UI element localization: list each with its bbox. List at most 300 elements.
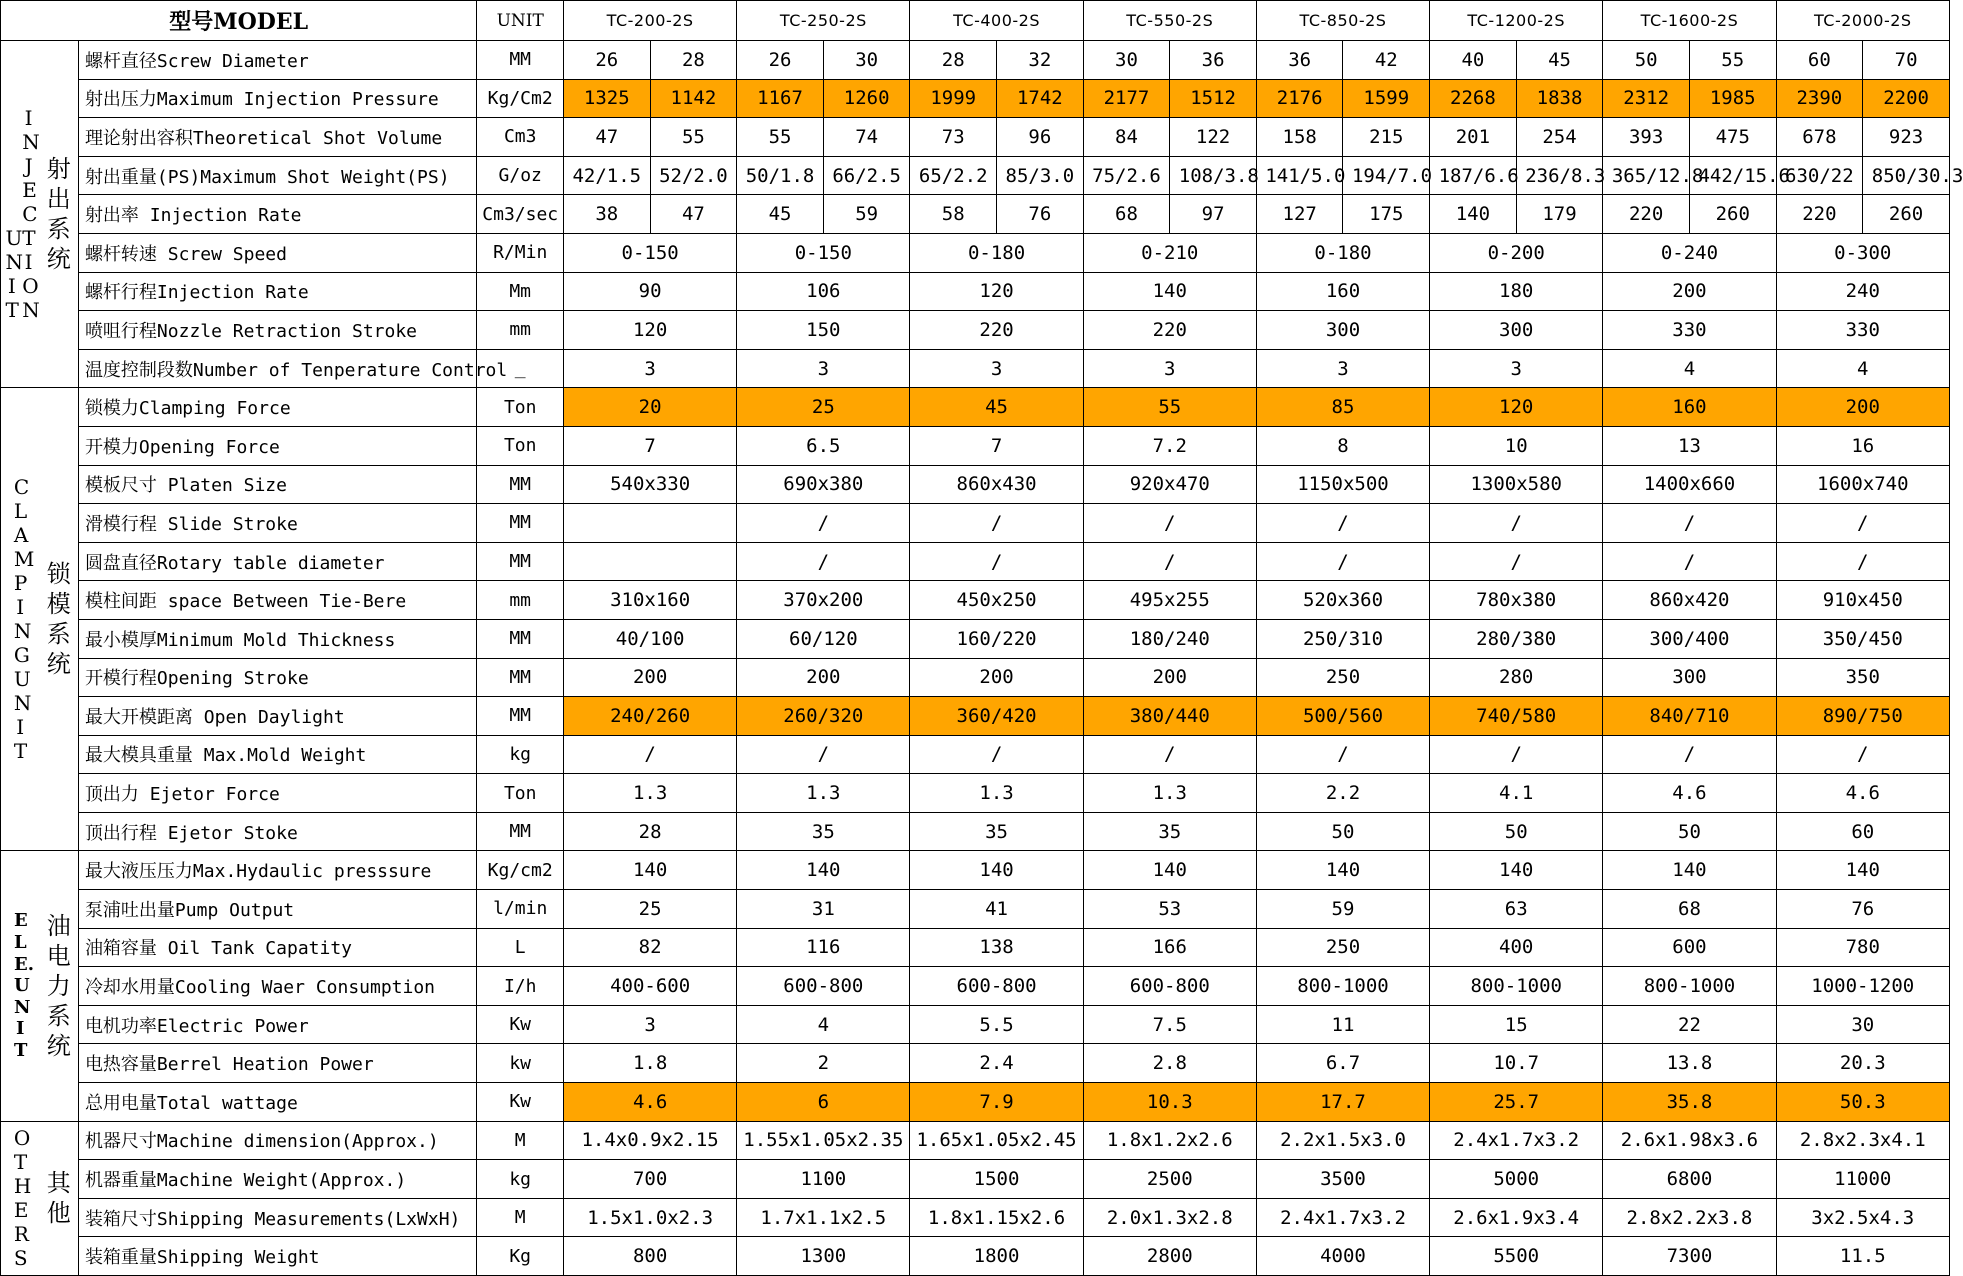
spec-row	[1, 658, 1950, 697]
value-cell: 35.8	[1603, 1083, 1776, 1122]
value-cell: 1.3	[910, 774, 1083, 813]
header-row	[1, 1, 1950, 41]
value-cell: /	[1256, 504, 1429, 543]
value-cell: 97	[1170, 195, 1257, 234]
row-label: 顶出力 Ejetor Force	[78, 774, 476, 813]
value-cell: 10	[1430, 426, 1603, 465]
value-cell: 201	[1430, 118, 1517, 157]
value-cell: 35	[737, 812, 910, 851]
value-cell: 5.5	[910, 1005, 1083, 1044]
value-cell: /	[1083, 735, 1256, 774]
value-cell: 127	[1256, 195, 1343, 234]
row-unit: Kg/cm2	[477, 851, 564, 890]
value-cell: 7.9	[910, 1083, 1083, 1122]
value-cell: 140	[1083, 272, 1256, 311]
value-cell: 175	[1343, 195, 1430, 234]
value-cell: 800-1000	[1603, 967, 1776, 1006]
value-cell: 3x2.5x4.3	[1776, 1198, 1949, 1237]
value-cell: 220	[1603, 195, 1690, 234]
row-unit: MM	[477, 465, 564, 504]
value-cell: 82	[564, 928, 737, 967]
section-en-text: OTHERS	[13, 1126, 32, 1271]
value-cell: 1.3	[1083, 774, 1256, 813]
value-cell: 3500	[1256, 1160, 1429, 1199]
value-cell	[1603, 156, 1704, 195]
value-cell: 860x430	[910, 465, 1083, 504]
value-cell: 55	[1689, 41, 1776, 80]
value-cell: 260	[1863, 195, 1950, 234]
value-cell: 200	[564, 658, 737, 697]
value-cell: 1400x660	[1603, 465, 1776, 504]
section-label-others	[1, 1121, 40, 1275]
value-cell: /	[1776, 735, 1949, 774]
section-zh-text: 射出系统	[46, 155, 71, 274]
value-cell: 350	[1776, 658, 1949, 697]
value-cell: 3	[1430, 349, 1603, 388]
value-cell: 215	[1343, 118, 1430, 157]
value-cell: 73	[910, 118, 997, 157]
row-label: 顶出行程 Ejetor Stoke	[78, 812, 476, 851]
row-unit: kg	[477, 1160, 564, 1199]
value-cell: 1.3	[737, 774, 910, 813]
value-cell: 350/450	[1776, 619, 1949, 658]
value-cell: 1.5x1.0x2.3	[564, 1198, 737, 1237]
value-cell: 106	[737, 272, 910, 311]
value-cell: 920x470	[1083, 465, 1256, 504]
value-cell: 200	[1083, 658, 1256, 697]
value-cell: 2.8x2.2x3.8	[1603, 1198, 1776, 1237]
row-unit: Kg	[477, 1237, 564, 1276]
value-cell: 36	[1256, 41, 1343, 80]
spec-row	[1, 233, 1950, 272]
value-cell: 160	[1256, 272, 1429, 311]
row-unit: R/Min	[477, 233, 564, 272]
value-cell: 370x200	[737, 581, 910, 620]
value-cell: 1599	[1343, 79, 1430, 118]
value-cell: 58	[910, 195, 997, 234]
value-cell: 1512	[1170, 79, 1257, 118]
value-cell: /	[1603, 735, 1776, 774]
value-cell: 0-300	[1776, 233, 1949, 272]
model-header: 型号MODEL	[1, 1, 477, 41]
row-label: 最小模厚Minimum Mold Thickness	[78, 619, 476, 658]
value-cell: 2800	[1083, 1237, 1256, 1276]
value-cell: 1.8	[564, 1044, 737, 1083]
row-label: 开模行程Opening Stroke	[78, 658, 476, 697]
value-cell: /	[564, 735, 737, 774]
value-cell: 1985	[1689, 79, 1776, 118]
value-cell: 1.3	[564, 774, 737, 813]
row-unit: Mm	[477, 272, 564, 311]
section-zh-text: 油电力系统	[46, 912, 71, 1061]
value-cell: 158	[1256, 118, 1343, 157]
value-cell: 6	[737, 1083, 910, 1122]
value-cell	[1343, 156, 1433, 195]
value-cell: 200	[1603, 272, 1776, 311]
value-cell: 166	[1083, 928, 1256, 967]
value-cell: 36	[1170, 41, 1257, 80]
row-unit: kg	[477, 735, 564, 774]
value-cell: 13	[1603, 426, 1776, 465]
spec-row	[1, 195, 1950, 234]
row-unit: MM	[477, 697, 564, 736]
row-unit: Kg/Cm2	[477, 79, 564, 118]
value-cell: 25	[737, 388, 910, 427]
value-cell: 800-1000	[1430, 967, 1603, 1006]
row-unit: mm	[477, 581, 564, 620]
value-cell: 4.6	[1776, 774, 1949, 813]
value-cell: 20.3	[1776, 1044, 1949, 1083]
value-cell: 47	[564, 118, 651, 157]
value-cell: 1838	[1516, 79, 1603, 118]
value-cell: 26	[737, 41, 824, 80]
row-unit: _	[477, 349, 564, 388]
value-cell: 250	[1256, 658, 1429, 697]
section-label-injection	[1, 41, 40, 388]
value-cell: 76	[997, 195, 1084, 234]
row-label: 装箱重量Shipping Weight	[78, 1237, 476, 1276]
value-cell: 1167	[737, 79, 824, 118]
value-cell: 3	[1256, 349, 1429, 388]
row-unit: G/oz	[477, 156, 564, 195]
value-cell: 4	[1776, 349, 1949, 388]
value-cell: 678	[1776, 118, 1863, 157]
row-unit: MM	[477, 619, 564, 658]
row-label: 电机功率Electric Power	[78, 1005, 476, 1044]
value-cell: 41	[910, 890, 1083, 929]
value-cell: 630/22	[1776, 156, 1863, 195]
row-label: 最大液压压力Max.Hydaulic presssure	[78, 851, 476, 890]
value-cell: 910x450	[1776, 581, 1949, 620]
value-cell: /	[1430, 542, 1603, 581]
value-cell: /	[1776, 504, 1949, 543]
value-cell: 1300	[737, 1237, 910, 1276]
value-cell: 0-180	[910, 233, 1083, 272]
value-cell: 68	[1083, 195, 1170, 234]
value-cell: 50/1.8	[737, 156, 824, 195]
value-cell: 2.6x1.98x3.6	[1603, 1121, 1776, 1160]
value-cell: 59	[823, 195, 910, 234]
value-cell: 1999	[910, 79, 997, 118]
value-cell: 700	[564, 1160, 737, 1199]
section-zh-clamping	[39, 388, 78, 851]
value-cell: 300	[1256, 311, 1429, 350]
value-cell: 1150x500	[1256, 465, 1429, 504]
value-cell	[1689, 156, 1790, 195]
spec-row	[1, 697, 1950, 736]
value-cell: 200	[737, 658, 910, 697]
value-cell: 1.55x1.05x2.35	[737, 1121, 910, 1160]
value-cell: 330	[1603, 311, 1776, 350]
spec-row	[1, 1121, 1950, 1160]
row-unit: MM	[477, 542, 564, 581]
value-cell: 0-150	[737, 233, 910, 272]
value-cell: 17.7	[1256, 1083, 1429, 1122]
value-cell: 42/1.5	[564, 156, 651, 195]
value-cell: 280	[1430, 658, 1603, 697]
value-cell: 0-180	[1256, 233, 1429, 272]
value-cell: 600-800	[1083, 967, 1256, 1006]
value-cell: 1.4x0.9x2.15	[564, 1121, 737, 1160]
value-cell: 6.7	[1256, 1044, 1429, 1083]
value-cell: 1000-1200	[1776, 967, 1949, 1006]
row-label: 理论射出容积Theoretical Shot Volume	[78, 118, 476, 157]
row-unit: Ton	[477, 388, 564, 427]
value-cell: /	[1776, 542, 1949, 581]
value-cell: 600	[1603, 928, 1776, 967]
value-text: 108/3.8	[1178, 164, 1259, 187]
value-cell: 2200	[1863, 79, 1950, 118]
value-cell: 65/2.2	[910, 156, 997, 195]
value-cell: 50.3	[1776, 1083, 1949, 1122]
value-cell: 360/420	[910, 697, 1083, 736]
value-cell: 280/380	[1430, 619, 1603, 658]
spec-row	[1, 890, 1950, 929]
value-cell: 5000	[1430, 1160, 1603, 1199]
value-text: 365/12.8	[1611, 164, 1704, 187]
row-label: 螺杆转速 Screw Speed	[78, 233, 476, 272]
value-cell: /	[737, 504, 910, 543]
value-cell: /	[910, 542, 1083, 581]
spec-row	[1, 812, 1950, 851]
value-cell: 140	[1430, 195, 1517, 234]
value-cell: 780	[1776, 928, 1949, 967]
value-cell: 52/2.0	[650, 156, 737, 195]
value-cell: 140	[1603, 851, 1776, 890]
value-cell: 76	[1776, 890, 1949, 929]
value-cell: 140	[737, 851, 910, 890]
value-cell: 45	[910, 388, 1083, 427]
value-cell: 1.8x1.15x2.6	[910, 1198, 1083, 1237]
value-cell: 860x420	[1603, 581, 1776, 620]
value-cell: 120	[1430, 388, 1603, 427]
value-cell: 2177	[1083, 79, 1170, 118]
value-cell: 11.5	[1776, 1237, 1949, 1276]
value-cell: 60	[1776, 812, 1949, 851]
spec-row	[1, 1083, 1950, 1122]
value-cell: 28	[650, 41, 737, 80]
section-label-electric	[1, 851, 40, 1121]
value-cell: 4	[1603, 349, 1776, 388]
value-cell: 70	[1863, 41, 1950, 80]
value-cell: 50	[1603, 812, 1776, 851]
value-cell: 1.7x1.1x2.5	[737, 1198, 910, 1237]
value-cell: 30	[1776, 1005, 1949, 1044]
row-label: 模板尺寸 Platen Size	[78, 465, 476, 504]
value-cell: 300/400	[1603, 619, 1776, 658]
value-cell: /	[910, 735, 1083, 774]
row-label: 滑模行程 Slide Stroke	[78, 504, 476, 543]
value-cell: 4000	[1256, 1237, 1429, 1276]
value-text: 141/5.0	[1265, 164, 1346, 187]
value-cell: 3	[1083, 349, 1256, 388]
row-label: 模柱间距 space Between Tie-Bere	[78, 581, 476, 620]
value-cell: 53	[1083, 890, 1256, 929]
value-cell	[1256, 156, 1346, 195]
model-tc-400: TC-400-2S	[910, 1, 1083, 41]
row-unit: Kw	[477, 1005, 564, 1044]
row-label: 射出率 Injection Rate	[78, 195, 476, 234]
value-cell: 2.4x1.7x3.2	[1430, 1121, 1603, 1160]
row-label: 泵浦吐出量Pump Output	[78, 890, 476, 929]
section-en-text: UNIT	[5, 226, 24, 323]
value-cell: 10.7	[1430, 1044, 1603, 1083]
value-cell: 240/260	[564, 697, 737, 736]
value-cell: /	[1430, 504, 1603, 543]
row-unit: Cm3/sec	[477, 195, 564, 234]
value-cell: 140	[1430, 851, 1603, 890]
value-cell: 500/560	[1256, 697, 1429, 736]
value-cell: 2.4x1.7x3.2	[1256, 1198, 1429, 1237]
value-cell: 250/310	[1256, 619, 1429, 658]
value-cell: 35	[910, 812, 1083, 851]
row-unit: Ton	[477, 426, 564, 465]
value-cell: 7	[564, 426, 737, 465]
value-cell: 0-210	[1083, 233, 1256, 272]
value-cell: 2.4	[910, 1044, 1083, 1083]
value-cell: 40/100	[564, 619, 737, 658]
value-cell: 380/440	[1083, 697, 1256, 736]
row-unit: M	[477, 1121, 564, 1160]
value-cell: 3	[910, 349, 1083, 388]
value-cell: 96	[997, 118, 1084, 157]
spec-row	[1, 349, 1950, 388]
spec-row	[1, 156, 1950, 195]
value-cell	[1516, 156, 1606, 195]
section-label-clamping	[1, 388, 40, 851]
value-cell: 50	[1603, 41, 1690, 80]
value-cell: 120	[910, 272, 1083, 311]
value-cell: 32	[997, 41, 1084, 80]
value-cell: 1100	[737, 1160, 910, 1199]
value-cell: /	[1603, 504, 1776, 543]
value-cell: /	[1083, 504, 1256, 543]
value-cell: 450x250	[910, 581, 1083, 620]
value-cell: 0-200	[1430, 233, 1603, 272]
value-text: 442/15.6	[1698, 164, 1790, 187]
value-cell: 38	[564, 195, 651, 234]
value-cell: 59	[1256, 890, 1429, 929]
value-text: 850/30.3	[1871, 164, 1963, 187]
row-label: 射出重量(PS)Maximum Shot Weight(PS)	[78, 156, 476, 195]
value-cell: 200	[1776, 388, 1949, 427]
value-cell: 7300	[1603, 1237, 1776, 1276]
value-cell: 254	[1516, 118, 1603, 157]
value-cell: 60/120	[737, 619, 910, 658]
value-cell: 220	[910, 311, 1083, 350]
spec-row	[1, 426, 1950, 465]
spec-row	[1, 928, 1950, 967]
value-cell: 400	[1430, 928, 1603, 967]
row-label: 螺杆直径Screw Diameter	[78, 41, 476, 80]
value-cell: 2500	[1083, 1160, 1256, 1199]
value-cell: 45	[737, 195, 824, 234]
value-cell: 250	[1256, 928, 1429, 967]
value-cell: 2.2	[1256, 774, 1429, 813]
model-tc-1600: TC-1600-2S	[1603, 1, 1776, 41]
value-cell: 15	[1430, 1005, 1603, 1044]
row-unit: mm	[477, 311, 564, 350]
value-cell: 140	[1776, 851, 1949, 890]
value-text: 236/8.3	[1525, 164, 1606, 187]
value-cell: 179	[1516, 195, 1603, 234]
value-cell: 28	[564, 812, 737, 851]
value-cell: 1.8x1.2x2.6	[1083, 1121, 1256, 1160]
value-text: 194/7.0	[1351, 164, 1433, 187]
row-label: 喷咀行程Nozzle Retraction Stroke	[78, 311, 476, 350]
value-cell: 240	[1776, 272, 1949, 311]
value-cell: 7	[910, 426, 1083, 465]
section-zh-injection	[39, 41, 78, 388]
value-cell: 2.8x2.3x4.1	[1776, 1121, 1949, 1160]
row-label: 开模力Opening Force	[78, 426, 476, 465]
value-cell: 3	[564, 349, 737, 388]
value-cell: 310x160	[564, 581, 737, 620]
row-label: 最大模具重量 Max.Mold Weight	[78, 735, 476, 774]
value-cell: 140	[564, 851, 737, 890]
row-label: 电热容量Berrel Heation Power	[78, 1044, 476, 1083]
value-cell: 1500	[910, 1160, 1083, 1199]
section-zh-others	[39, 1121, 78, 1275]
value-cell: 260/320	[737, 697, 910, 736]
value-cell: 11000	[1776, 1160, 1949, 1199]
value-cell: 4.1	[1430, 774, 1603, 813]
row-unit: kw	[477, 1044, 564, 1083]
row-unit: Cm3	[477, 118, 564, 157]
value-cell: 180/240	[1083, 619, 1256, 658]
value-cell: 393	[1603, 118, 1690, 157]
value-cell: 2268	[1430, 79, 1517, 118]
value-cell: /	[1603, 542, 1776, 581]
row-label: 装箱尺寸Shipping Measurements(LxWxH)	[78, 1198, 476, 1237]
value-text: 187/6.6	[1438, 164, 1519, 187]
spec-row	[1, 79, 1950, 118]
value-cell	[1170, 156, 1257, 195]
value-cell: 116	[737, 928, 910, 967]
value-cell: 300	[1603, 658, 1776, 697]
spec-row	[1, 1044, 1950, 1083]
value-cell: 200	[910, 658, 1083, 697]
value-cell: 1600x740	[1776, 465, 1949, 504]
section-en-text: ELE.UNIT	[13, 910, 34, 1062]
value-cell: 780x380	[1430, 581, 1603, 620]
value-cell: 75/2.6	[1083, 156, 1170, 195]
value-cell: 74	[823, 118, 910, 157]
value-cell: 180	[1430, 272, 1603, 311]
value-cell: 3	[737, 349, 910, 388]
value-cell: /	[737, 542, 910, 581]
value-cell: 1260	[823, 79, 910, 118]
row-unit: MM	[477, 812, 564, 851]
model-tc-250: TC-250-2S	[737, 1, 910, 41]
value-cell: 890/750	[1776, 697, 1949, 736]
value-cell: 1.65x1.05x2.45	[910, 1121, 1083, 1160]
value-cell: 740/580	[1430, 697, 1603, 736]
value-cell: 2.8	[1083, 1044, 1256, 1083]
spec-row	[1, 388, 1950, 427]
value-cell: 55	[650, 118, 737, 157]
model-tc-2000: TC-2000-2S	[1776, 1, 1949, 41]
model-tc-200: TC-200-2S	[564, 1, 737, 41]
value-cell: 690x380	[737, 465, 910, 504]
value-cell: 7.2	[1083, 426, 1256, 465]
value-cell: 22	[1603, 1005, 1776, 1044]
spec-row	[1, 1160, 1950, 1199]
value-cell: 475	[1689, 118, 1776, 157]
value-cell: 2	[737, 1044, 910, 1083]
value-cell: 120	[564, 311, 737, 350]
value-cell: 800	[564, 1237, 737, 1276]
